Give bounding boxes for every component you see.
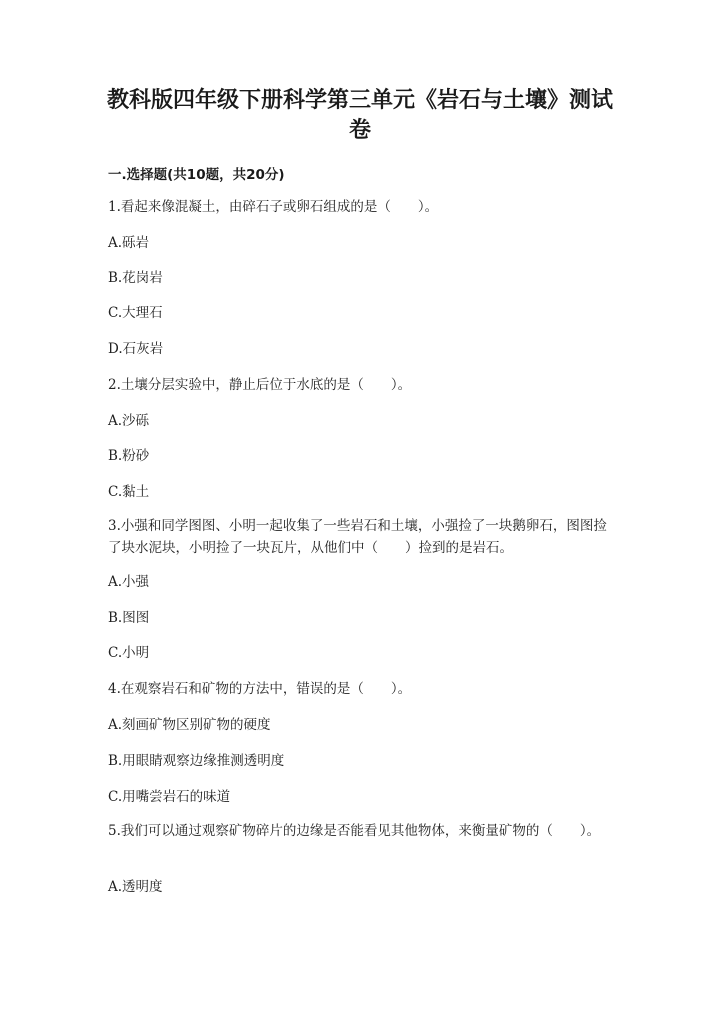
question-4-stem: 4.在观察岩石和矿物的方法中，错误的是（ ）。 <box>108 681 412 697</box>
question-4-option-a: A.刻画矿物区别矿物的硬度 <box>108 717 271 733</box>
question-2-stem: 2.土壤分层实验中，静止后位于水底的是（ ）。 <box>108 377 412 393</box>
question-5-option-a: A.透明度 <box>108 879 163 895</box>
question-1-option-d: D.石灰岩 <box>108 341 164 357</box>
page-title: 教科版四年级下册科学第三单元《岩石与土壤》测试卷 <box>106 88 613 143</box>
question-2-option-b: B.粉砂 <box>108 448 150 464</box>
question-4-option-c: C.用嘴尝岩石的味道 <box>108 789 231 805</box>
question-2-option-a: A.沙砾 <box>108 413 150 429</box>
question-2-option-c: C.黏土 <box>108 484 150 500</box>
question-1-option-a: A.砾岩 <box>108 235 150 251</box>
question-5-stem: 5.我们可以通过观察矿物碎片的边缘是否能看见其他物体，来衡量矿物的（ ）。 <box>108 823 601 839</box>
section-heading: 一.选择题(共10题，共20分) <box>108 167 285 183</box>
question-1-stem: 1.看起来像混凝土，由碎石子或卵石组成的是（ ）。 <box>108 199 439 215</box>
question-3-option-c: C.小明 <box>108 645 150 661</box>
question-3-stem: 3.小强和同学图图、小明一起收集了一些岩石和土壤，小强捡了一块鹅卵石，图图捡了块水泥块，小明捡了一块瓦片，从他们中（ ）捡到的是岩石。 <box>108 518 607 556</box>
question-3-option-a: A.小强 <box>108 574 150 590</box>
question-1-option-b: B.花岗岩 <box>108 270 163 286</box>
question-3-option-b: B.图图 <box>108 610 150 626</box>
question-1-option-c: C.大理石 <box>108 305 163 321</box>
question-4-option-b: B.用眼睛观察边缘推测透明度 <box>108 753 285 769</box>
